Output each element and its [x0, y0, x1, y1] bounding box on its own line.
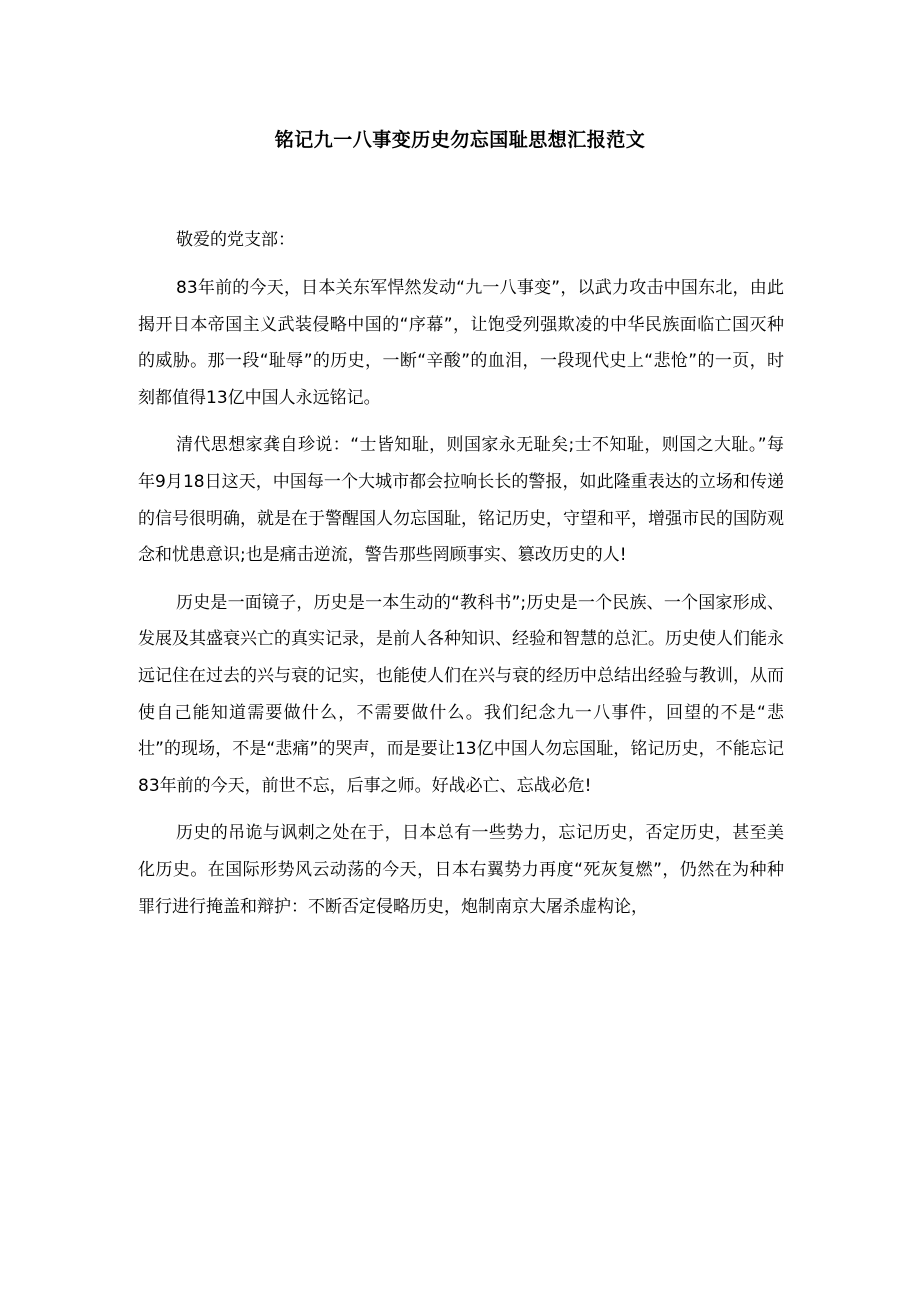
paragraph: 清代思想家龚自珍说：“士皆知耻，则国家永无耻矣;士不知耻，则国之大耻。”每年9月18日这天，中国每一个大城市都会拉响长长的警报，如此隆重表达的立场和传递的信号很明确，就是在于警醒国人勿忘国耻，铭记历史，守望和平，增强市民的国防观念和忧患意识;也是痛击逆流，警告那些罔顾事实、篡改历史的人! — [138, 435, 784, 566]
paragraph: 历史的吊诡与讽刺之处在于，日本总有一些势力，忘记历史，否定历史，甚至美化历史。在国际形势风云动荡的今天，日本右翼势力再度“死灰复燃”，仍然在为种种罪行进行掩盖和辩护：不断否定侵略历史，炮制南京大屠杀虚构论， — [138, 823, 784, 917]
document-body — [138, 216, 784, 925]
paragraph: 83年前的今天，日本关东军悍然发动“九一八事变”，以武力攻击中国东北，由此揭开日本帝国主义武装侵略中国的“序幕”，让饱受列强欺凌的中华民族面临亡国灭种的威胁。那一段“耻辱”的历史，一断“辛酸”的血泪，一段现代史上“悲怆”的一页，时刻都值得13亿中国人永远铭记。 — [138, 278, 784, 408]
paragraph: 历史是一面镜子，历史是一本生动的“教科书”;历史是一个民族、一个国家形成、发展及其盛衰兴亡的真实记录，是前人各种知识、经验和智慧的总汇。历史使人们能永远记住在过去的兴与衰的记实，也能使人们在兴与衰的经历中总结出经验与教训，从而使自己能知道需要做什么，不需要做什么。我们纪念九一八事件，回望的不是“悲壮”的现场，不是“悲痛”的哭声，而是要让13亿中国人勿忘国耻，铭记历史，不能忘记83年前的今天，前世不忘，后事之师。好战必亡、忘战必危! — [138, 592, 784, 796]
salutation: 敬爱的党支部： — [176, 230, 295, 250]
document-title: 铭记九一八事变历史勿忘国耻思想汇报范文 — [274, 129, 646, 151]
